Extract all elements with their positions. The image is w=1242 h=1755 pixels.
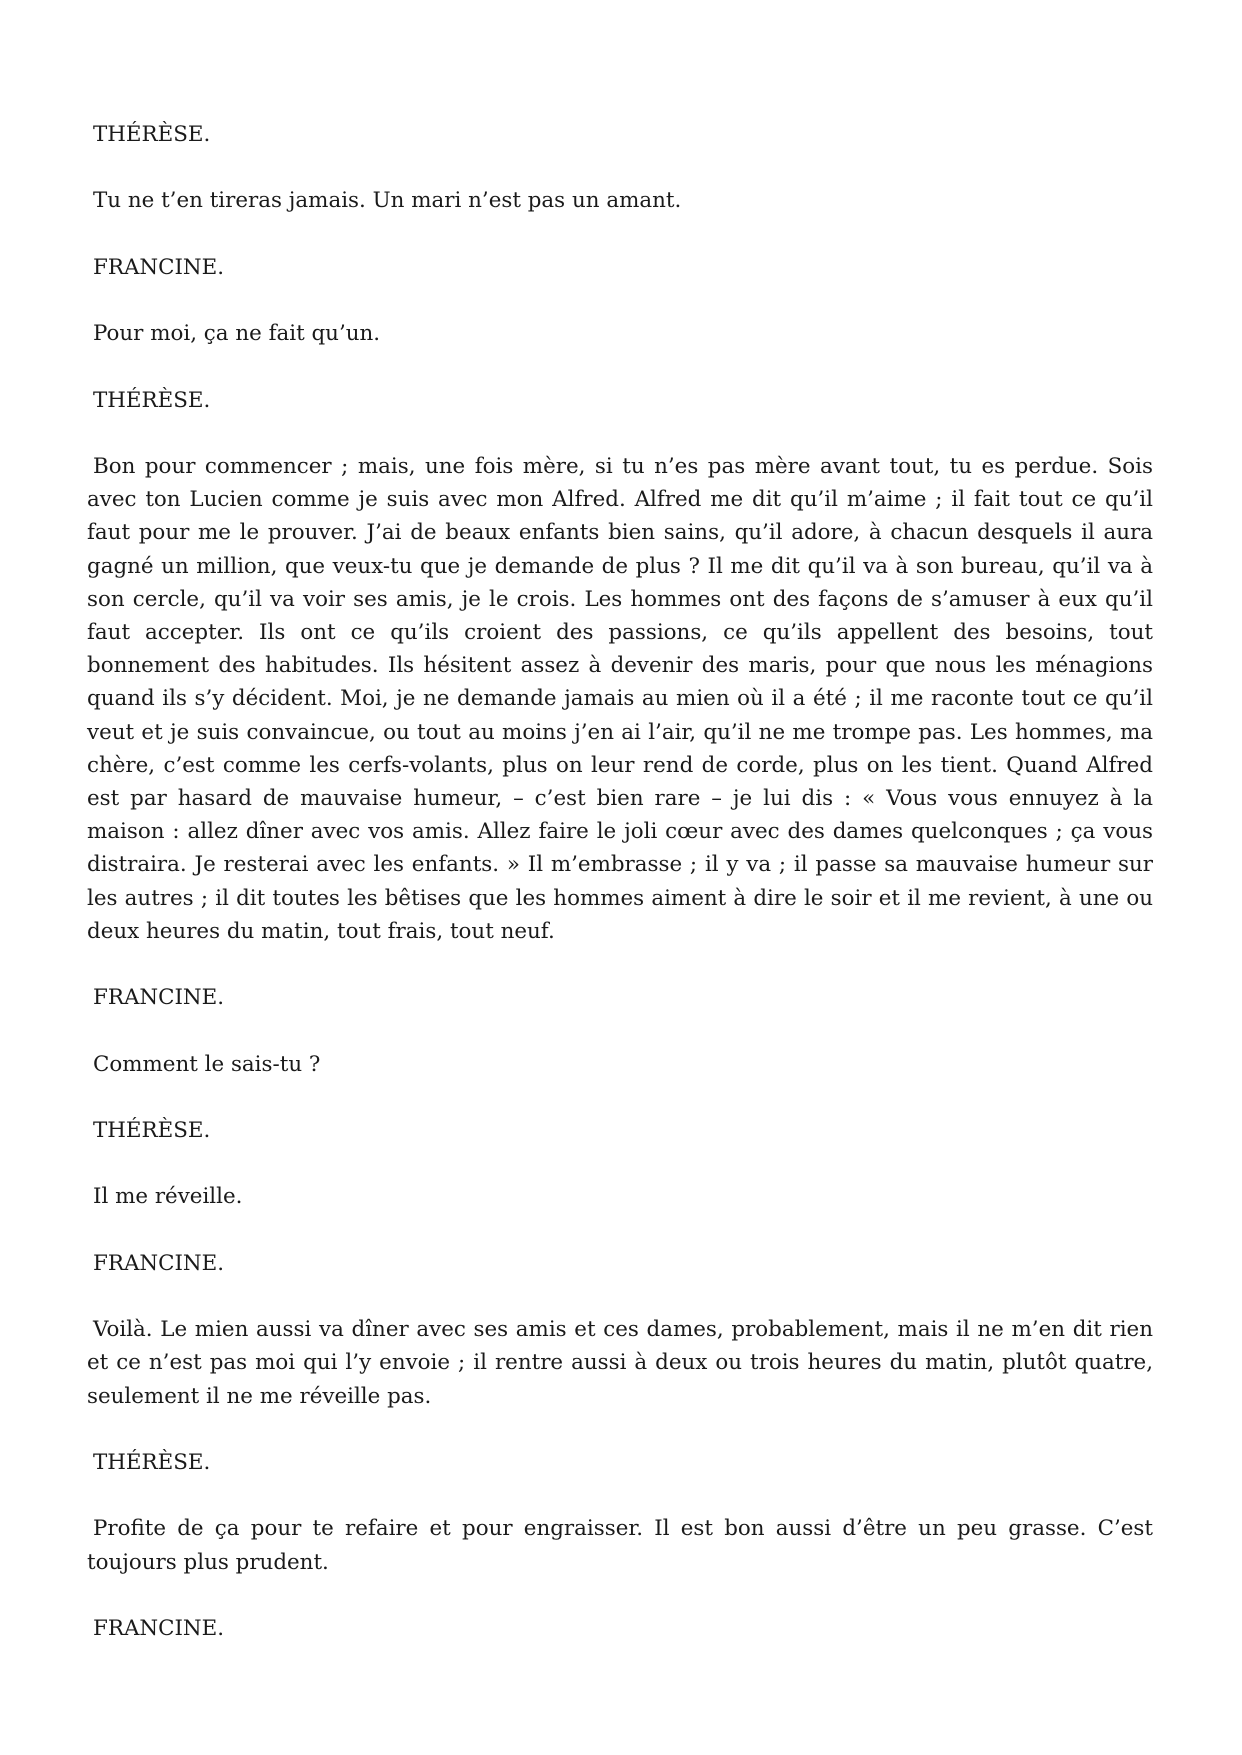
speaker-name: THÉRÈSE. xyxy=(93,1117,211,1143)
speaker-name: FRANCINE. xyxy=(93,1250,225,1276)
dialogue-line: Il me réveille. xyxy=(93,1184,243,1210)
speaker-name: THÉRÈSE. xyxy=(93,1449,211,1475)
speaker-name: FRANCINE. xyxy=(93,985,225,1011)
speaker-name: THÉRÈSE. xyxy=(93,387,211,413)
dialogue-line: Tu ne t’en tireras jamais. Un mari n’est pas un amant. xyxy=(93,188,682,214)
dialogue-paragraph: Bon pour commencer ; mais, une fois mère, si tu n’es pas mère avant tout, tu es perdue. Sois avec ton Lucien comme je suis avec mon Alfred. Alfred me dit qu’il m’aime ; il fait tout ce qu’il faut pour me le prouver. J’ai de beaux enfants bien sains, qu’il adore, à chacun desquels il aura gagné un million, que veux-tu que je demande de plus ? Il me dit qu’il va à son bureau, qu’il va à son cercle, qu’il va voir ses amis, je le crois. Les hommes ont des façons de s’amuser à eux qu’il faut accepter. Ils ont ce qu’ils croient des passions, ce qu’ils appellent des besoins, tout bonnement des habitudes. Ils hésitent assez à devenir des maris, pour que nous les ménagions quand ils s’y décident. Moi, je ne demande jamais au mien où il a été ; il me raconte tout ce qu’il veut et je suis convaincue, ou tout au moins j’en ai l’air, qu’il ne me trompe pas. Les hommes, ma chère, c’est comme les cerfs-volants, plus on leur rend de corde, plus on les tient. Quand Alfred est par hasard de mauvaise humeur, – c’est bien rare – je lui dis : « Vous vous ennuyez à la maison : allez dîner avec vos amis. Allez faire le joli cœur avec des dames quelconques ; ça vous distraira. Je resterai avec les enfants. » Il m’embrasse ; il y va ; il passe sa mauvaise humeur sur les autres ; il dit toutes les bêtises que les hommes aiment à dire le soir et il me revient, à une ou deux heures du matin, tout frais, tout neuf. xyxy=(87,453,1153,944)
speaker-name: THÉRÈSE. xyxy=(93,122,211,147)
dialogue-paragraph: Voilà. Le mien aussi va dîner avec ses amis et ces dames, probablement, mais il ne m’en dit rien et ce n’est pas moi qui l’y envoie ; il rentre aussi à deux ou trois heures du matin, plutôt quatre, seulement il ne me réveille pas. xyxy=(87,1317,1153,1409)
dialogue-paragraph: Profite de ça pour te refaire et pour engraisser. Il est bon aussi d’être un peu grasse. C’est toujours plus prudent. xyxy=(87,1516,1153,1575)
document-page xyxy=(87,118,1153,1678)
speaker-name: FRANCINE. xyxy=(93,254,225,280)
dialogue-line: Comment le sais-tu ? xyxy=(93,1051,321,1077)
speaker-name: FRANCINE. xyxy=(93,1615,225,1641)
dialogue-line: Pour moi, ça ne fait qu’un. xyxy=(93,321,381,347)
